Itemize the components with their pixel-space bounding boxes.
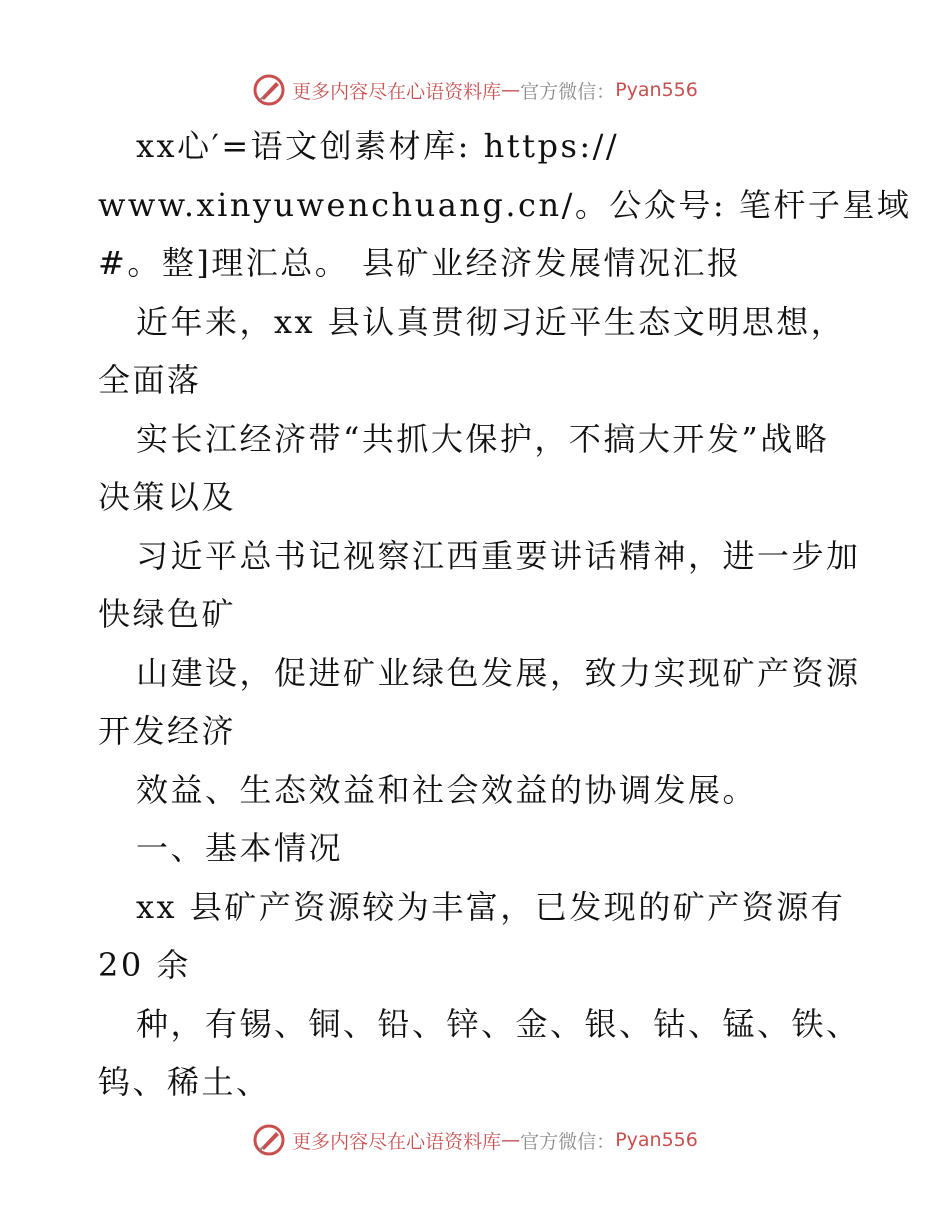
text-line: 实长江经济带“共抓大保护，不搞大开发”战略 [136, 419, 830, 458]
text-line: xx心′=语文创素材库: https:// [136, 127, 620, 165]
banner-main-text: 更多内容尽在心语资料库 [292, 1130, 502, 1153]
text-line: 全面落 [98, 361, 202, 399]
text-line: 20 余 [98, 946, 191, 984]
quill-seal-logo-icon [252, 1123, 286, 1157]
text-line: 快绿色矿 [98, 595, 237, 633]
text-line: 决策以及 [98, 478, 237, 516]
text-line: xx 县矿产资源较为丰富，已发现的矿产资源有 [136, 887, 846, 926]
banner-wechat-label: 官方微信： [520, 1130, 616, 1153]
text-line: 钨、稀土、 [98, 1063, 271, 1101]
text-line: 效益、生态效益和社会效益的协调发展。 [136, 770, 758, 809]
text-line: www.xinyuwenchuang.cn/。公众号: 笔杆子星域 [98, 185, 912, 224]
text-line: #。整]理汇总。 县矿业经济发展情况汇报 [98, 244, 742, 282]
banner-dash: — [501, 79, 521, 101]
text-line: 习近平总书记视察江西重要讲话精神，进一步加 [136, 536, 861, 575]
banner-wechat-label: 官方微信： [520, 80, 616, 103]
text-line: 山建设，促进矿业绿色发展，致力实现矿产资源 [136, 653, 861, 692]
text-line: 近年来，xx 县认真贯彻习近平生态文明思想， [136, 302, 846, 341]
banner-dash: — [501, 1129, 521, 1151]
banner-wechat-id: Pyan556 [615, 79, 698, 101]
banner-main-text: 更多内容尽在心语资料库 [292, 80, 502, 103]
header-watermark-banner [0, 70, 950, 110]
text-line: 种，有锡、铜、铅、锌、金、银、钴、锰、铁、 [136, 1004, 861, 1043]
footer-watermark-banner [0, 1120, 950, 1160]
banner-wechat-id: Pyan556 [615, 1129, 698, 1151]
document-body [98, 117, 912, 1112]
section-heading: 一、基本情况 [136, 829, 344, 867]
text-line: 开发经济 [98, 712, 237, 750]
quill-seal-logo-icon [252, 73, 286, 107]
